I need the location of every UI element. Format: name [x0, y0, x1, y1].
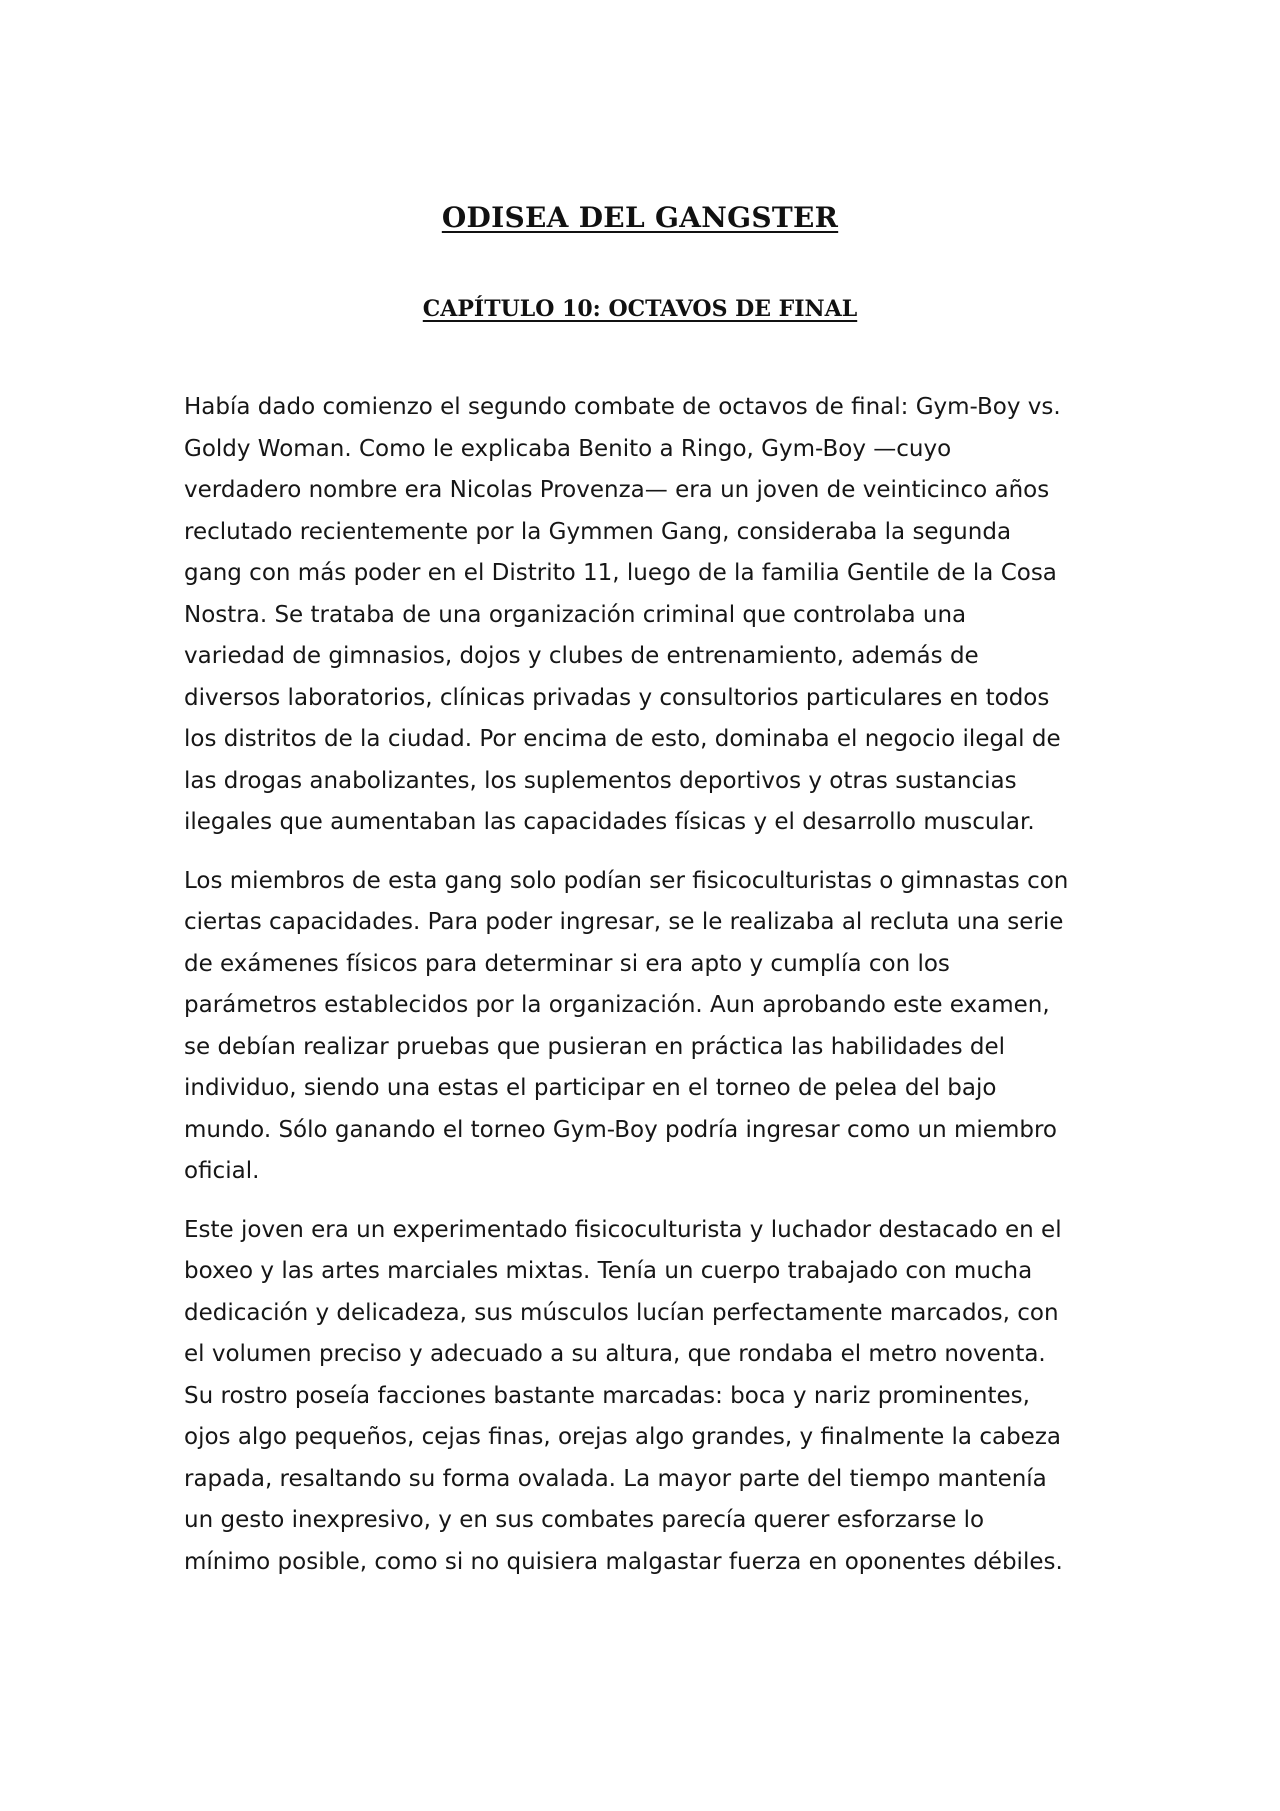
text-line: las drogas anabolizantes, los suplementos deportivos y otras sustancias	[184, 767, 1017, 794]
text-line: boxeo y las artes marciales mixtas. Tenía un cuerpo trabajado con mucha	[184, 1258, 1033, 1284]
text-line: Su rostro poseía facciones bastante marcadas: boca y nariz prominentes,	[184, 1382, 1030, 1409]
text-line: Había dado comienzo el segundo combate de octavos de final: Gym-Boy vs.	[184, 394, 1061, 420]
text-line: ciertas capacidades. Para poder ingresar, se le realizaba al recluta una serie	[184, 909, 1064, 935]
text-line: un gesto inexpresivo, y en sus combates parecía querer esforzarse lo	[184, 1507, 985, 1533]
text-line: Los miembros de esta gang solo podían ser fisicoculturistas o gimnastas con	[184, 867, 1069, 894]
text-line: mundo. Sólo ganando el torneo Gym-Boy podría ingresar como un miembro	[184, 1116, 1057, 1143]
text-line: reclutado recientemente por la Gymmen Gang, consideraba la segunda	[184, 518, 1012, 545]
paragraph-1	[184, 387, 1104, 844]
text-line: gang con más poder en el Distrito 11, luego de la familia Gentile de la Cosa	[184, 560, 1057, 586]
text-line: Este joven era un experimentado fisicoculturista y luchador destacado en el	[184, 1216, 1062, 1243]
text-line: diversos laboratorios, clínicas privadas y consultorios particulares en todos	[184, 684, 1050, 711]
text-line: Nostra. Se trataba de una organización criminal que controlaba una	[184, 601, 967, 628]
text-line: verdadero nombre era Nicolas Provenza— era un joven de veinticinco años	[184, 477, 1050, 503]
text-line: individuo, siendo una estas el participar en el torneo de pelea del bajo	[184, 1075, 997, 1101]
text-line: parámetros establecidos por la organización. Aun aprobando este examen,	[184, 992, 1050, 1018]
text-line: oficial.	[184, 1158, 260, 1184]
text-line: mínimo posible, como si no quisiera malgastar fuerza en oponentes débiles.	[184, 1548, 1063, 1575]
book-title: ODISEA DEL GANGSTER	[441, 201, 839, 234]
paragraph-3	[184, 1210, 1104, 1584]
text-line: los distritos de la ciudad. Por encima de esto, dominaba el negocio ilegal de	[184, 726, 1061, 752]
text-line: de exámenes físicos para determinar si era apto y cumplía con los	[184, 950, 950, 977]
text-line: variedad de gimnasios, dojos y clubes de entrenamiento, además de	[184, 643, 979, 669]
text-line: ojos algo pequeños, cejas finas, orejas algo grandes, y finalmente la cabeza	[184, 1424, 1061, 1450]
text-line: rapada, resaltando su forma ovalada. La mayor parte del tiempo mantenía	[184, 1465, 1047, 1492]
text-line: ilegales que aumentaban las capacidades físicas y el desarrollo muscular.	[184, 809, 1035, 835]
text-line: Goldy Woman. Como le explicaba Benito a Ringo, Gym-Boy —cuyo	[184, 435, 952, 462]
text-line: dedicación y delicadeza, sus músculos lucían perfectamente marcados, con	[184, 1299, 1059, 1326]
chapter-body	[184, 387, 1104, 1600]
chapter-title: CAPÍTULO 10: OCTAVOS DE FINAL	[422, 296, 858, 322]
paragraph-2	[184, 861, 1104, 1193]
text-line: el volumen preciso y adecuado a su altura, que rondaba el metro noventa.	[184, 1341, 1046, 1367]
text-line: se debían realizar pruebas que pusieran en práctica las habilidades del	[184, 1033, 1006, 1060]
